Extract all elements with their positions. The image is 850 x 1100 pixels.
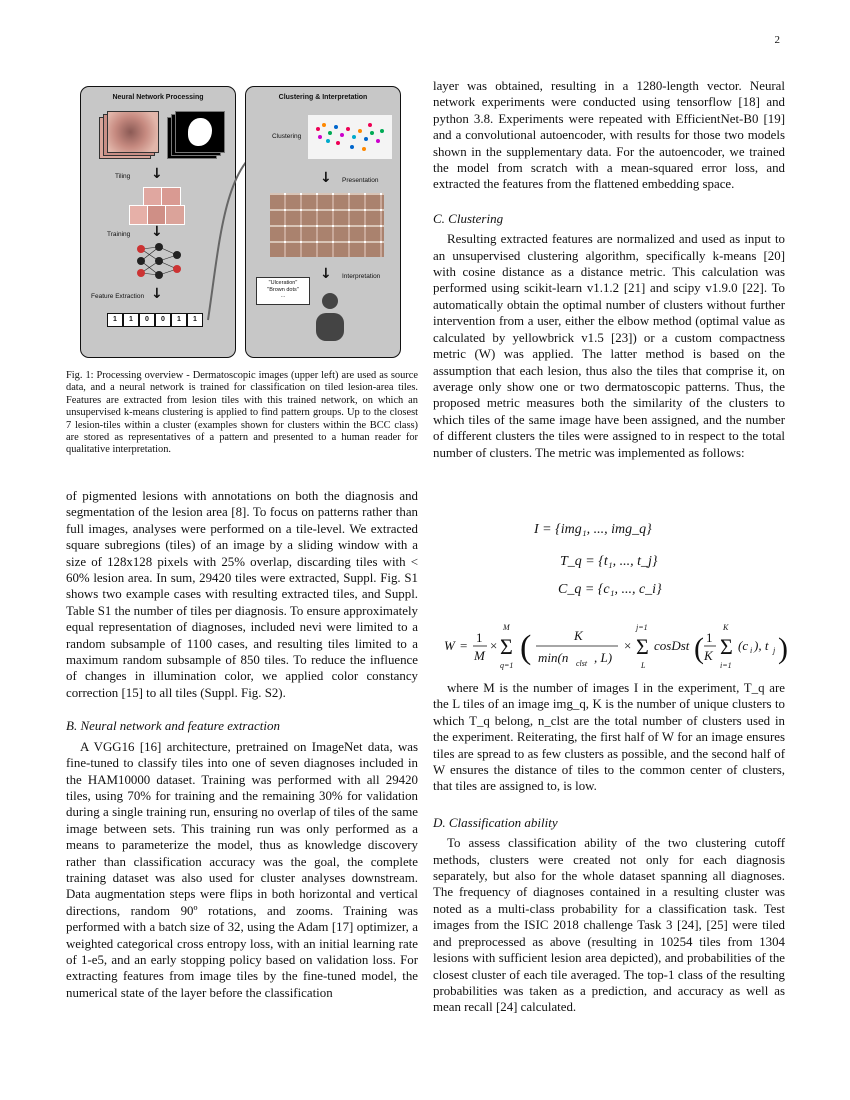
cluster-scatter-icon — [308, 115, 392, 159]
page-number: 2 — [774, 34, 780, 46]
section-heading-c: C. Clustering — [433, 210, 504, 226]
speech-bubble: "Ulceration" "Brown dots" ... — [256, 277, 310, 305]
label-presentation: Presentation — [342, 177, 379, 184]
tile-mosaic — [270, 193, 384, 257]
svg-text:q=1: q=1 — [500, 661, 514, 670]
label-tiling: Tiling — [115, 173, 131, 180]
feature-bit: 1 — [123, 313, 139, 327]
svg-text:min(n: min(n — [538, 650, 569, 665]
label-training: Training — [107, 231, 131, 238]
arrow-down-icon: ↓ — [320, 266, 332, 282]
section-heading-b: B. Neural network and feature extraction — [66, 718, 280, 734]
svg-text:, L): , L) — [594, 650, 613, 665]
paragraph: Resulting extracted features are normalized and used as input to an unsupervised clustering algorithm, specifically k-means [20] with cosine distance as a distance metric. This calculation was performed using scikit-learn v1.1.2 [21] and scipy v1.9.0 [22]. To automatically obtain the optimal number of clusters without further intervention from a user, either the elbow method (optimal value as calculated by yellowbrick v1.5 [23]) or a custom compactness metric (W) was applied. The latter method is based on the assumption that each lesion, thus also the tiles that comprise it, on average only show one or two dermatoscopic patterns. Thus, the proposed metric measures both the similarity of the clusters to which tiles of the same image have been assigned, and the number of different clusters the tiles were assigned to in respect to the total number of clusters. The metric was implemented as follows: — [433, 232, 785, 460]
arrow-down-icon: ↓ — [320, 170, 332, 186]
feature-bit: 0 — [139, 313, 155, 327]
right-column — [433, 78, 785, 461]
svg-text:M: M — [503, 623, 510, 632]
svg-text:M: M — [474, 648, 485, 663]
paragraph: where M is the number of images I in the experiment, T_q are the L tiles of an image img_q, K is the number of unique clusters to which T_q belong, n_clst are the total number of clusters used in the experiment. Reiterating, the first half of W for an image ensures tiles are spread to as few clusters as possible, and the second half of W ensures the distance of tiles to the common center of clusters, that tiles are assigned to, is low. — [433, 681, 785, 794]
svg-text:W: W — [444, 638, 455, 653]
arrow-down-icon: ↓ — [151, 286, 163, 302]
feature-bit: 1 — [171, 313, 187, 327]
equation-tiles: T_q = {t₁, ..., t_j} — [560, 554, 658, 569]
equation-clusters: C_q = {c₁, ..., c_i} — [558, 582, 662, 597]
panel-right-title: Clustering & Interpretation — [278, 94, 368, 101]
arrow-down-icon: ↓ — [151, 224, 163, 240]
feature-bit: 1 — [107, 313, 123, 327]
equation-w — [440, 618, 790, 674]
paragraph: of pigmented lesions with annotations on both the diagnosis and segmentation of the lesion area [8]. To focus on patterns rather than full images, analyses were performed on a tile-level. We extracted square subregions (tiles) of an image by a sliding window with a size of 128x128 pixels with 25% overlap, discarding tiles with < 60% lesion area. In sum, 29420 tiles were extracted, Suppl. Fig. S1 shows two example cases with resulting extracted tiles, and Suppl. Table S1 the number of tiles per diagnosis. To ensure approximately equal representation of diagnoses, included nevi were limited to a random subsample of 1100 cases, and resulting tiles limited to a maximum random subsample of 850 tiles. To reduce the influence of changes in illumination color, we applied color constancy correction [15] to all tiles (Suppl. Fig. S2). — [66, 489, 418, 700]
section-heading-d: D. Classification ability — [433, 814, 558, 830]
svg-text:(: ( — [520, 629, 532, 666]
svg-text:Σ: Σ — [500, 634, 513, 659]
svg-text:): ) — [778, 632, 788, 665]
figure-caption: Fig. 1: Processing overview - Dermatoscopic images (upper left) are used as source data, and a neural network is trained for classification on tiled lesion-area tiles. Features are extracted from lesion tiles with this trained network, on which an unsupervised k-means clustering is applied to find pattern groups. Up to the closest 7 lesion-tiles within a cluster (examples shown for clusters within the BCC class) are stored as representatives of a pattern and presented to a human reader for qualitative interpretation. — [66, 370, 418, 456]
panel-clustering — [245, 86, 401, 358]
feature-vector — [107, 313, 203, 327]
svg-text:i=1: i=1 — [720, 661, 732, 670]
equation-images: I = {img₁, ..., img_q} — [534, 522, 652, 537]
label-interpretation: Interpretation — [342, 273, 381, 280]
neural-network-icon — [133, 241, 185, 281]
svg-text:clst: clst — [576, 659, 588, 668]
svg-text:1: 1 — [476, 630, 483, 645]
svg-text:K: K — [574, 628, 583, 643]
svg-text:K: K — [723, 623, 729, 632]
paragraph: To assess classification ability of the two clustering cutoff methods, clusters were created not only for each diagnosis separately, but also for the whole dataset spanning all diagnoses. The frequency of diagnoses contained in a resulting cluster was noted as a multi-class probability for a classification task. Test images from the ISIC 2018 challenge Task 3 [24], [25] were tiled and preprocessed as above (resulting in 10254 tiles from 1304 lesions with sufficient lesion area depicted), and probabilities of the closest cluster of each tile averaged. The top-1 class of the resulting probabilities was taken as a prediction, and accuracy as well as mean recall [24] calculated. — [433, 836, 785, 1015]
paragraph: A VGG16 [16] architecture, pretrained on ImageNet data, was fine-tuned to classify tiles into one of seven diagnoses included in the HAM10000 dataset. Training was performed with all 29420 tiles, using 70% for training and the remaining 30% for validation during a single training run, ensuring no overlap of tiles of the same image between sets. This training run was only performed as a means to parameterize the model, thus as knowledge discovery rather than classification accuracy was the goal, the complete training dataset was also used for cluster analyses downstream. Data augmentation steps were flips in both horizontal and vertical directions, random 90º rotations, and zooms. Training was performed with a batch size of 32, using the Adam [17] optimizer, a weighted categorical cross entropy loss, with an initial learning rate of 1-e5, and an early stopping policy based on validation loss. For extracting features from image tiles by the fine-tuned model, the numerical state of the layer before the classification — [66, 739, 418, 1000]
svg-text:1: 1 — [706, 630, 713, 645]
person-icon — [312, 291, 348, 341]
left-column — [66, 488, 418, 1001]
svg-text:×: × — [490, 638, 498, 653]
svg-text:L: L — [641, 661, 646, 670]
svg-text:Σ: Σ — [636, 634, 649, 659]
derm-images — [99, 111, 159, 157]
svg-text:=: = — [460, 638, 468, 653]
svg-text:K: K — [704, 648, 713, 663]
svg-text:j=1: j=1 — [636, 623, 648, 632]
tiles-grid — [129, 187, 181, 227]
svg-text:Σ: Σ — [720, 634, 733, 659]
arrow-down-icon: ↓ — [151, 166, 163, 182]
right-column-lower — [433, 680, 785, 1016]
svg-text:i: i — [750, 646, 753, 655]
svg-text:(: ( — [694, 632, 704, 665]
svg-text:(c: (c — [738, 638, 749, 653]
svg-text:), t: ), t — [754, 638, 769, 653]
svg-text:×: × — [624, 638, 632, 653]
svg-text:j: j — [773, 646, 776, 655]
label-clustering: Clustering — [272, 133, 302, 140]
label-feature-extraction: Feature Extraction — [91, 293, 145, 300]
feature-bit: 0 — [155, 313, 171, 327]
feature-bit: 1 — [187, 313, 203, 327]
paragraph: layer was obtained, resulting in a 1280-length vector. Neural network experiments were conducted using tensorflow [18] and python 3.8. Experiments were repeated with EfficientNet-B0 [19] and a convolutional autoencoder, with results for those two models shown in the supplementary data. For the autoencoder, we trained the model from scratch with a mean-squared error loss, and extracted the features from the flattened embedding space. — [433, 79, 785, 192]
svg-text:cosDst: cosDst — [654, 638, 690, 653]
panel-left-title: Neural Network Processing — [112, 94, 204, 101]
